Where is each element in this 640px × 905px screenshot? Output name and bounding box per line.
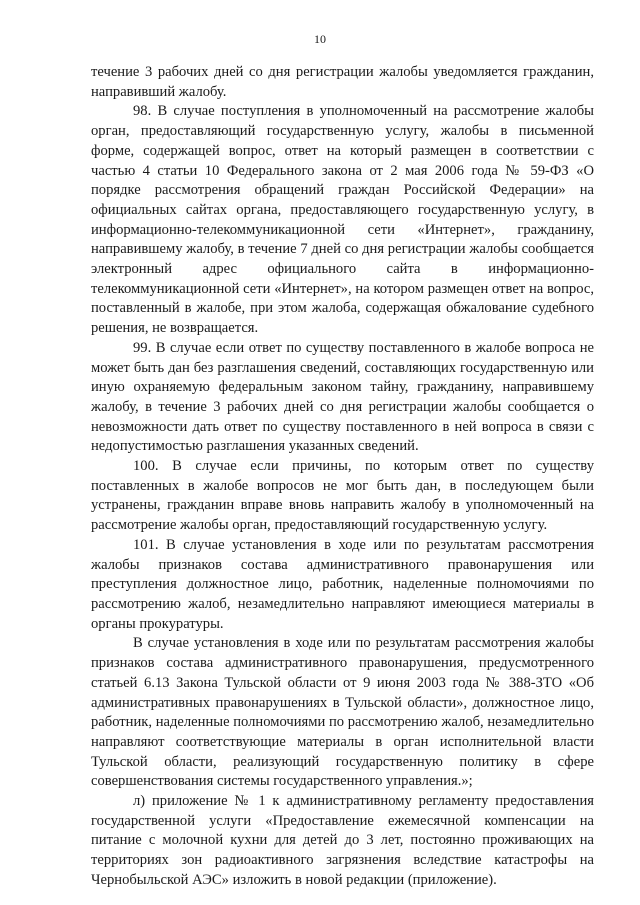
paragraph-101: 101. В случае установления в ходе или по результатам рассмотрения жалобы признаков состава административного правонарушения или преступления должностное лицо, работник, наделенные полномочиями по рассмотрению жалоб, незамедлительно направляют имеющиеся материалы в органы прокуратуры.	[91, 536, 594, 632]
paragraph-l: л) приложение № 1 к административному регламенту предоставления государственной услуги «Предоставление ежемесячной компенсации на питание с молочной кухни для детей до 3 лет, постоянно проживающих на территориях зон радиоактивного загрязнения вследствие катастрофы на Чернобыльской АЭС» изложить в новой редакции (приложение).	[91, 793, 594, 888]
paragraph-98: 98. В случае поступления в уполномоченный на рассмотрение жалобы орган, предоставляющий государственную услугу, жалобы в письменной форме, содержащей вопрос, ответ на который размещен в соответствии с частью 4 статьи 10 Федерального закона от 2 мая 2006 года № 59-ФЗ «О порядке рассмотрения обращений граждан Российской Федерации» на официальных сайтах органа, предоставляющего государственную услугу, в информационно-телекоммуникационной сети «Интернет», гражданину, направившему жалобу, в течение 7 дней со дня регистрации жалобы сообщается электронный адрес официального сайта в информационно-телекоммуникационной сети «Интернет», на котором размещен ответ на вопрос, поставленный в жалобе, при этом жалоба, содержащая обжалование судебного решения, не возвращается.	[91, 103, 594, 337]
paragraph-101-part-2: В случае установления в ходе или по результатам рассмотрения жалобы признаков состава административного правонарушения, предусмотренного статьей 6.13 Закона Тульской области от 9 июня 2003 года № 388-ЗТО «Об административных правонарушениях в Тульской области», должностное лицо, работник, наделенные полномочиями по рассмотрению жалоб, незамедлительно направляют соответствующие материалы в орган исполнительной власти Тульской области, реализующий государственную политику в сфере совершенствования системы государственного управления.»;	[91, 635, 594, 790]
paragraph-99: 99. В случае если ответ по существу поставленного в жалобе вопроса не может быть дан без разглашения сведений, составляющих государственную или иную охраняемую федеральным законом тайну, гражданину, направившему жалобу, в течение 3 рабочих дней со дня регистрации жалобы сообщается о невозможности дать ответ по существу поставленного в ней вопроса в связи с недопустимостью разглашения указанных сведений.	[91, 339, 594, 455]
paragraph-continuation: течение 3 рабочих дней со дня регистрации жалобы уведомляется гражданин, направивший жалобу.	[91, 64, 594, 100]
page-number: 10	[314, 32, 326, 46]
document-body	[91, 63, 594, 891]
paragraph-100: 100. В случае если причины, по которым ответ по существу поставленных в жалобе вопросов не мог быть дан, в последующем были устранены, гражданин вправе вновь направить жалобу в уполномоченный на рассмотрение жалобы орган, предоставляющий государственную услугу.	[91, 458, 594, 534]
